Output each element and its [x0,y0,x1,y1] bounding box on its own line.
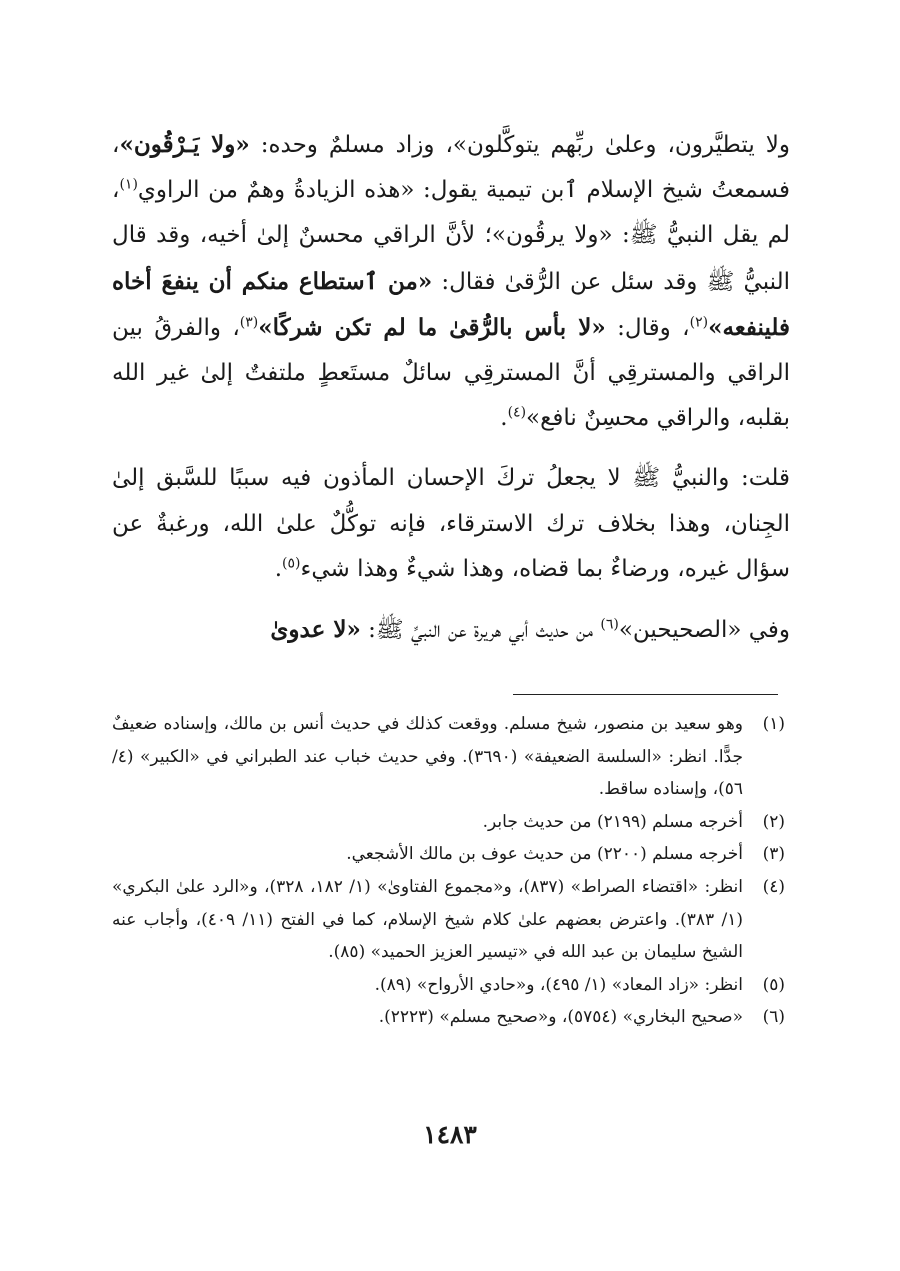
bold-quote: «من ٱستطاع منكم أن ينفعَ أخاه فلينفعه» [112,267,791,341]
text-segment: ، لم يقل النبيُّ ﷺ: «ولا يرقُون»؛ لأنَّ الراقي محسنٌ إلىٰ أخيه، وقد قال النبيُّ ﷺ وقد سئل عن الرُّقىٰ فقال: [112,177,790,295]
footnote [112,838,785,871]
text-segment: ولا يتطيَّرون، وعلىٰ ربِّهم يتوكَّلون»، وزاد مسلمٌ وحده: [249,132,790,158]
footnote-ref: (١) [119,176,138,193]
text-segment: . [500,405,508,432]
text-segment: ، فسمعتُ شيخ الإسلام ٱبن تيمية يقول: «هذه الزيادةُ وهمٌ من الراوي [112,132,790,204]
footnote-text: انظر: «زاد المعاد» (١/ ٤٩٥)، و«حادي الأرواح» (٨٩). [374,974,743,995]
footnotes [112,708,785,1034]
text-segment: . [274,555,283,582]
footnote-number: (٥) [762,974,785,995]
footnote-number: (١) [762,714,785,734]
footnote-ref: (٢) [689,314,709,331]
bold-quote: «لا عدوىٰ [270,616,361,644]
page-number: ١٤٨٣ [423,1120,477,1149]
footnote-number: (٣) [762,844,785,865]
paragraph-3 [112,607,790,653]
bold-quote: «لا بأس بالرُّقىٰ ما لم تكن شركًا» [258,313,606,341]
footnote-number: (٢) [762,811,785,832]
footnote-separator [513,694,778,695]
footnote-ref: (٤) [507,404,527,421]
text-segment: من حديث أبي هريرة عن النبيِّ ﷺ: [360,617,601,644]
footnote-text: أخرجه مسلم (٢٢٠٠) من حديث عوف بن مالك الأشجعي. [346,844,743,865]
footnote-ref: (٥) [282,555,301,572]
text-segment: قلت: والنبيُّ ﷺ لا يجعلُ تركَ الإحسان المأذون فيه سببًا للسَّبق إلىٰ الجِنان، وهذا بخلاف ترك الاسترقاء، فإنه توكُّلٌ علىٰ الله، ورغبةٌ عن سؤال غيره، ورضاءٌ بما قضاه، وهذا شيءٌ وهذا شيء [112,465,790,582]
footnote-text: أخرجه مسلم (٢١٩٩) من حديث جابر. [482,811,743,832]
footnote-ref: (٦) [600,616,619,633]
paragraph-1 [112,122,790,441]
footnote [112,1001,785,1034]
footnote [112,708,785,806]
footnote-text: «صحيح البخاري» (٥٧٥٤)، و«صحيح مسلم» (٢٢٢٣). [378,1007,743,1028]
footnote-ref: (٣) [239,314,259,331]
bold-quote: «ولا يَـرْقُون» [119,131,250,158]
text-segment: ، وقال: [605,314,690,341]
footnote-number: (٦) [762,1007,785,1028]
footnote [112,806,785,839]
text-segment: ، والفرقُ بين الراقي والمسترقِي أنَّ المسترقِي سائلٌ مستَعطٍ ملتفتٌ إلىٰ غير الله بقلبه، والراقي محسِنٌ نافع» [112,314,790,432]
footnote-text: انظر: «اقتضاء الصراط» (٨٣٧)، و«مجموع الفتاوىٰ» (١/ ١٨٢، ٣٢٨)، و«الرد علىٰ البكري» (١/ ٣٨٣). واعترض بعضهم علىٰ كلام شيخ الإسلام، كما في الفتح (١١/ ٤٠٩)، وأجاب عنه الشيخ سليمان بن عبد الله في «تيسير العزيز الحميد» (٨٥). [112,876,744,963]
footnote-text: وهو سعيد بن منصور، شيخ مسلم. ووقعت كذلك في حديث أنس بن مالك، وإسناده ضعيفٌ جدًّا. انظر: «السلسة الضعيفة» (٣٦٩٠). وفي حديث خباب عند الطبراني في «الكبير» (٤/ ٥٦)، وإسناده ساقط. [112,714,743,800]
text-segment: وفي «الصحيحين» [618,617,790,644]
main-text [112,122,790,653]
footnote [112,969,785,1002]
footnote-number: (٤) [762,876,785,897]
footnote [112,871,785,969]
paragraph-2 [112,456,790,592]
